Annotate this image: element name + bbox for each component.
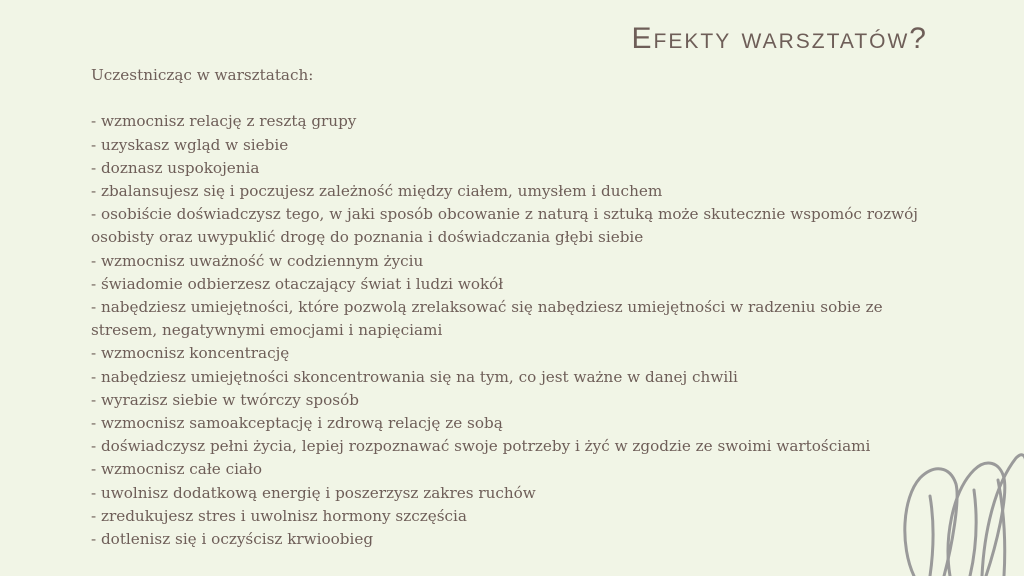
content-block xyxy=(91,64,941,551)
list-item: - zredukujesz stres i uwolnisz hormony szczęścia xyxy=(91,506,467,525)
benefits-list xyxy=(91,110,941,551)
list-item: - wyrazisz siebie w twórczy sposób xyxy=(91,390,359,409)
slide-title: Efekty warsztatów? xyxy=(631,22,928,55)
list-item: - wzmocnisz koncentrację xyxy=(91,344,290,363)
list-item: - nabędziesz umiejętności, które pozwolą zrelaksować się nabędziesz umiejętności w radzeniu sobie ze stresem, negatywnymi emocjami i napięciami xyxy=(91,298,883,340)
list-item: - zbalansujesz się i poczujesz zależność między ciałem, umysłem i duchem xyxy=(91,182,663,200)
list-item: - dotlenisz się i oczyścisz krwioobieg xyxy=(91,530,374,549)
list-item: - osobiście doświadczysz tego, w jaki sposób obcowanie z naturą i sztuką może skutecznie wspomóc rozwój osobisty oraz uwypuklić drogę do poznania i doświadczania głębi siebie xyxy=(91,205,918,247)
list-item: - wzmocnisz uważność w codziennym życiu xyxy=(91,251,424,270)
flower-bud-icon xyxy=(894,436,1024,576)
list-item: - wzmocnisz całe ciało xyxy=(91,460,263,479)
list-item: - uwolnisz dodatkową energię i poszerzysz zakres ruchów xyxy=(91,483,536,502)
list-item: - doświadczysz pełni życia, lepiej rozpoznawać swoje potrzeby i żyć w zgodzie ze swoimi wartościami xyxy=(91,437,871,456)
list-item: - wzmocnisz relację z resztą grupy xyxy=(91,112,357,131)
list-item: - uzyskasz wgląd w siebie xyxy=(91,135,289,154)
intro-text: Uczestnicząc w warsztatach: xyxy=(91,66,314,84)
list-item: - nabędziesz umiejętności skoncentrowania się na tym, co jest ważne w danej chwili xyxy=(91,367,738,386)
list-item: - świadomie odbierzesz otaczający świat i ludzi wokół xyxy=(91,274,504,293)
list-item: - wzmocnisz samoakceptację i zdrową relację ze sobą xyxy=(91,414,503,433)
list-item: - doznasz uspokojenia xyxy=(91,158,260,177)
